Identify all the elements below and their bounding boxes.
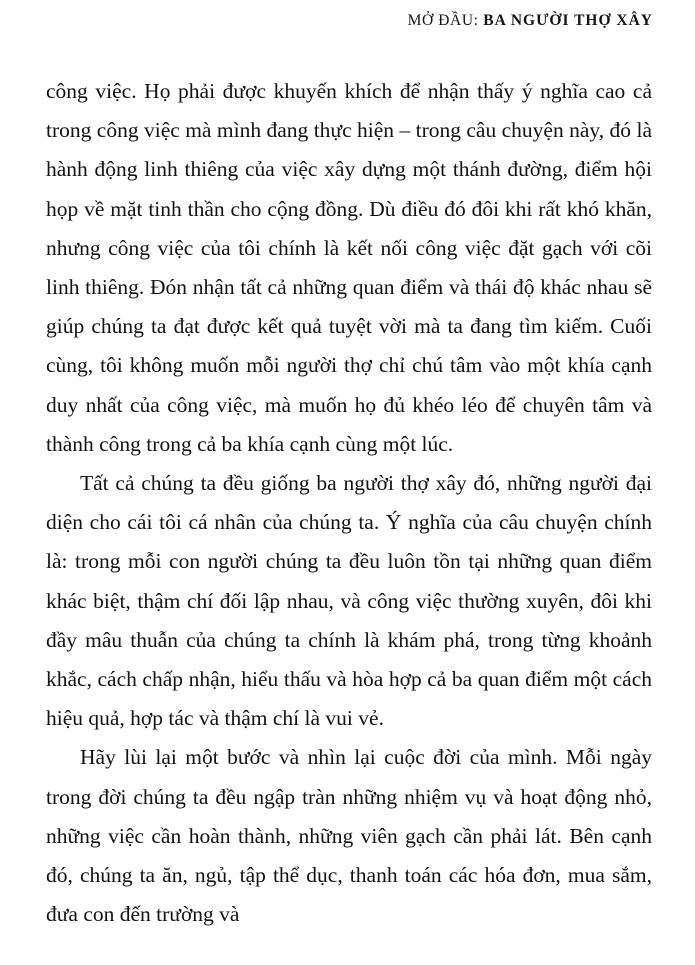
body-text bbox=[46, 72, 652, 934]
paragraph: Hãy lùi lại một bước và nhìn lại cuộc đời của mình. Mỗi ngày trong đời chúng ta đều ngập tràn những nhiệm vụ và hoạt động nhỏ, những việc cần hoàn thành, những viên gạch cần phải lát. Bên cạnh đó, chúng ta ăn, ngủ, tập thể dục, thanh toán các hóa đơn, mua sắm, đưa con đến trường và bbox=[46, 745, 652, 927]
page-edge-shading bbox=[0, 0, 34, 965]
running-head-title: BA NGƯỜI THỢ XÂY bbox=[483, 12, 653, 29]
paragraph: Tất cả chúng ta đều giống ba người thợ xây đó, những người đại diện cho cái tôi cá nhân của chúng ta. Ý nghĩa của câu chuyện chính là: trong mỗi con người chúng ta đều luôn tồn tại những quan điểm khác biệt, thậm chí đối lập nhau, và công việc thường xuyên, đôi khi đầy mâu thuẫn của chúng ta chính là khám phá, trong từng khoảnh khắc, cách chấp nhận, hiểu thấu và hòa hợp cả ba quan điểm một cách hiệu quả, hợp tác và thậm chí là vui vẻ. bbox=[46, 471, 652, 731]
paragraph: công việc. Họ phải được khuyến khích để nhận thấy ý nghĩa cao cả trong công việc mà mình đang thực hiện – trong câu chuyện này, đó là hành động linh thiêng của việc xây dựng một thánh đường, điểm hội họp về mặt tinh thần cho cộng đồng. Dù điều đó đôi khi rất khó khăn, nhưng công việc của tôi chính là kết nối công việc đặt gạch với cõi linh thiêng. Đón nhận tất cả những quan điểm và thái độ khác nhau sẽ giúp chúng ta đạt được kết quả tuyệt vời mà ta đang tìm kiếm. Cuối cùng, tôi không muốn mỗi người thợ chỉ chú tâm vào một khía cạnh duy nhất của công việc, mà muốn họ đủ khéo léo để chuyên tâm và thành công trong cả ba khía cạnh cùng một lúc. bbox=[46, 79, 652, 456]
running-head-label: MỞ ĐẦU: bbox=[407, 12, 479, 29]
running-head bbox=[0, 10, 653, 30]
